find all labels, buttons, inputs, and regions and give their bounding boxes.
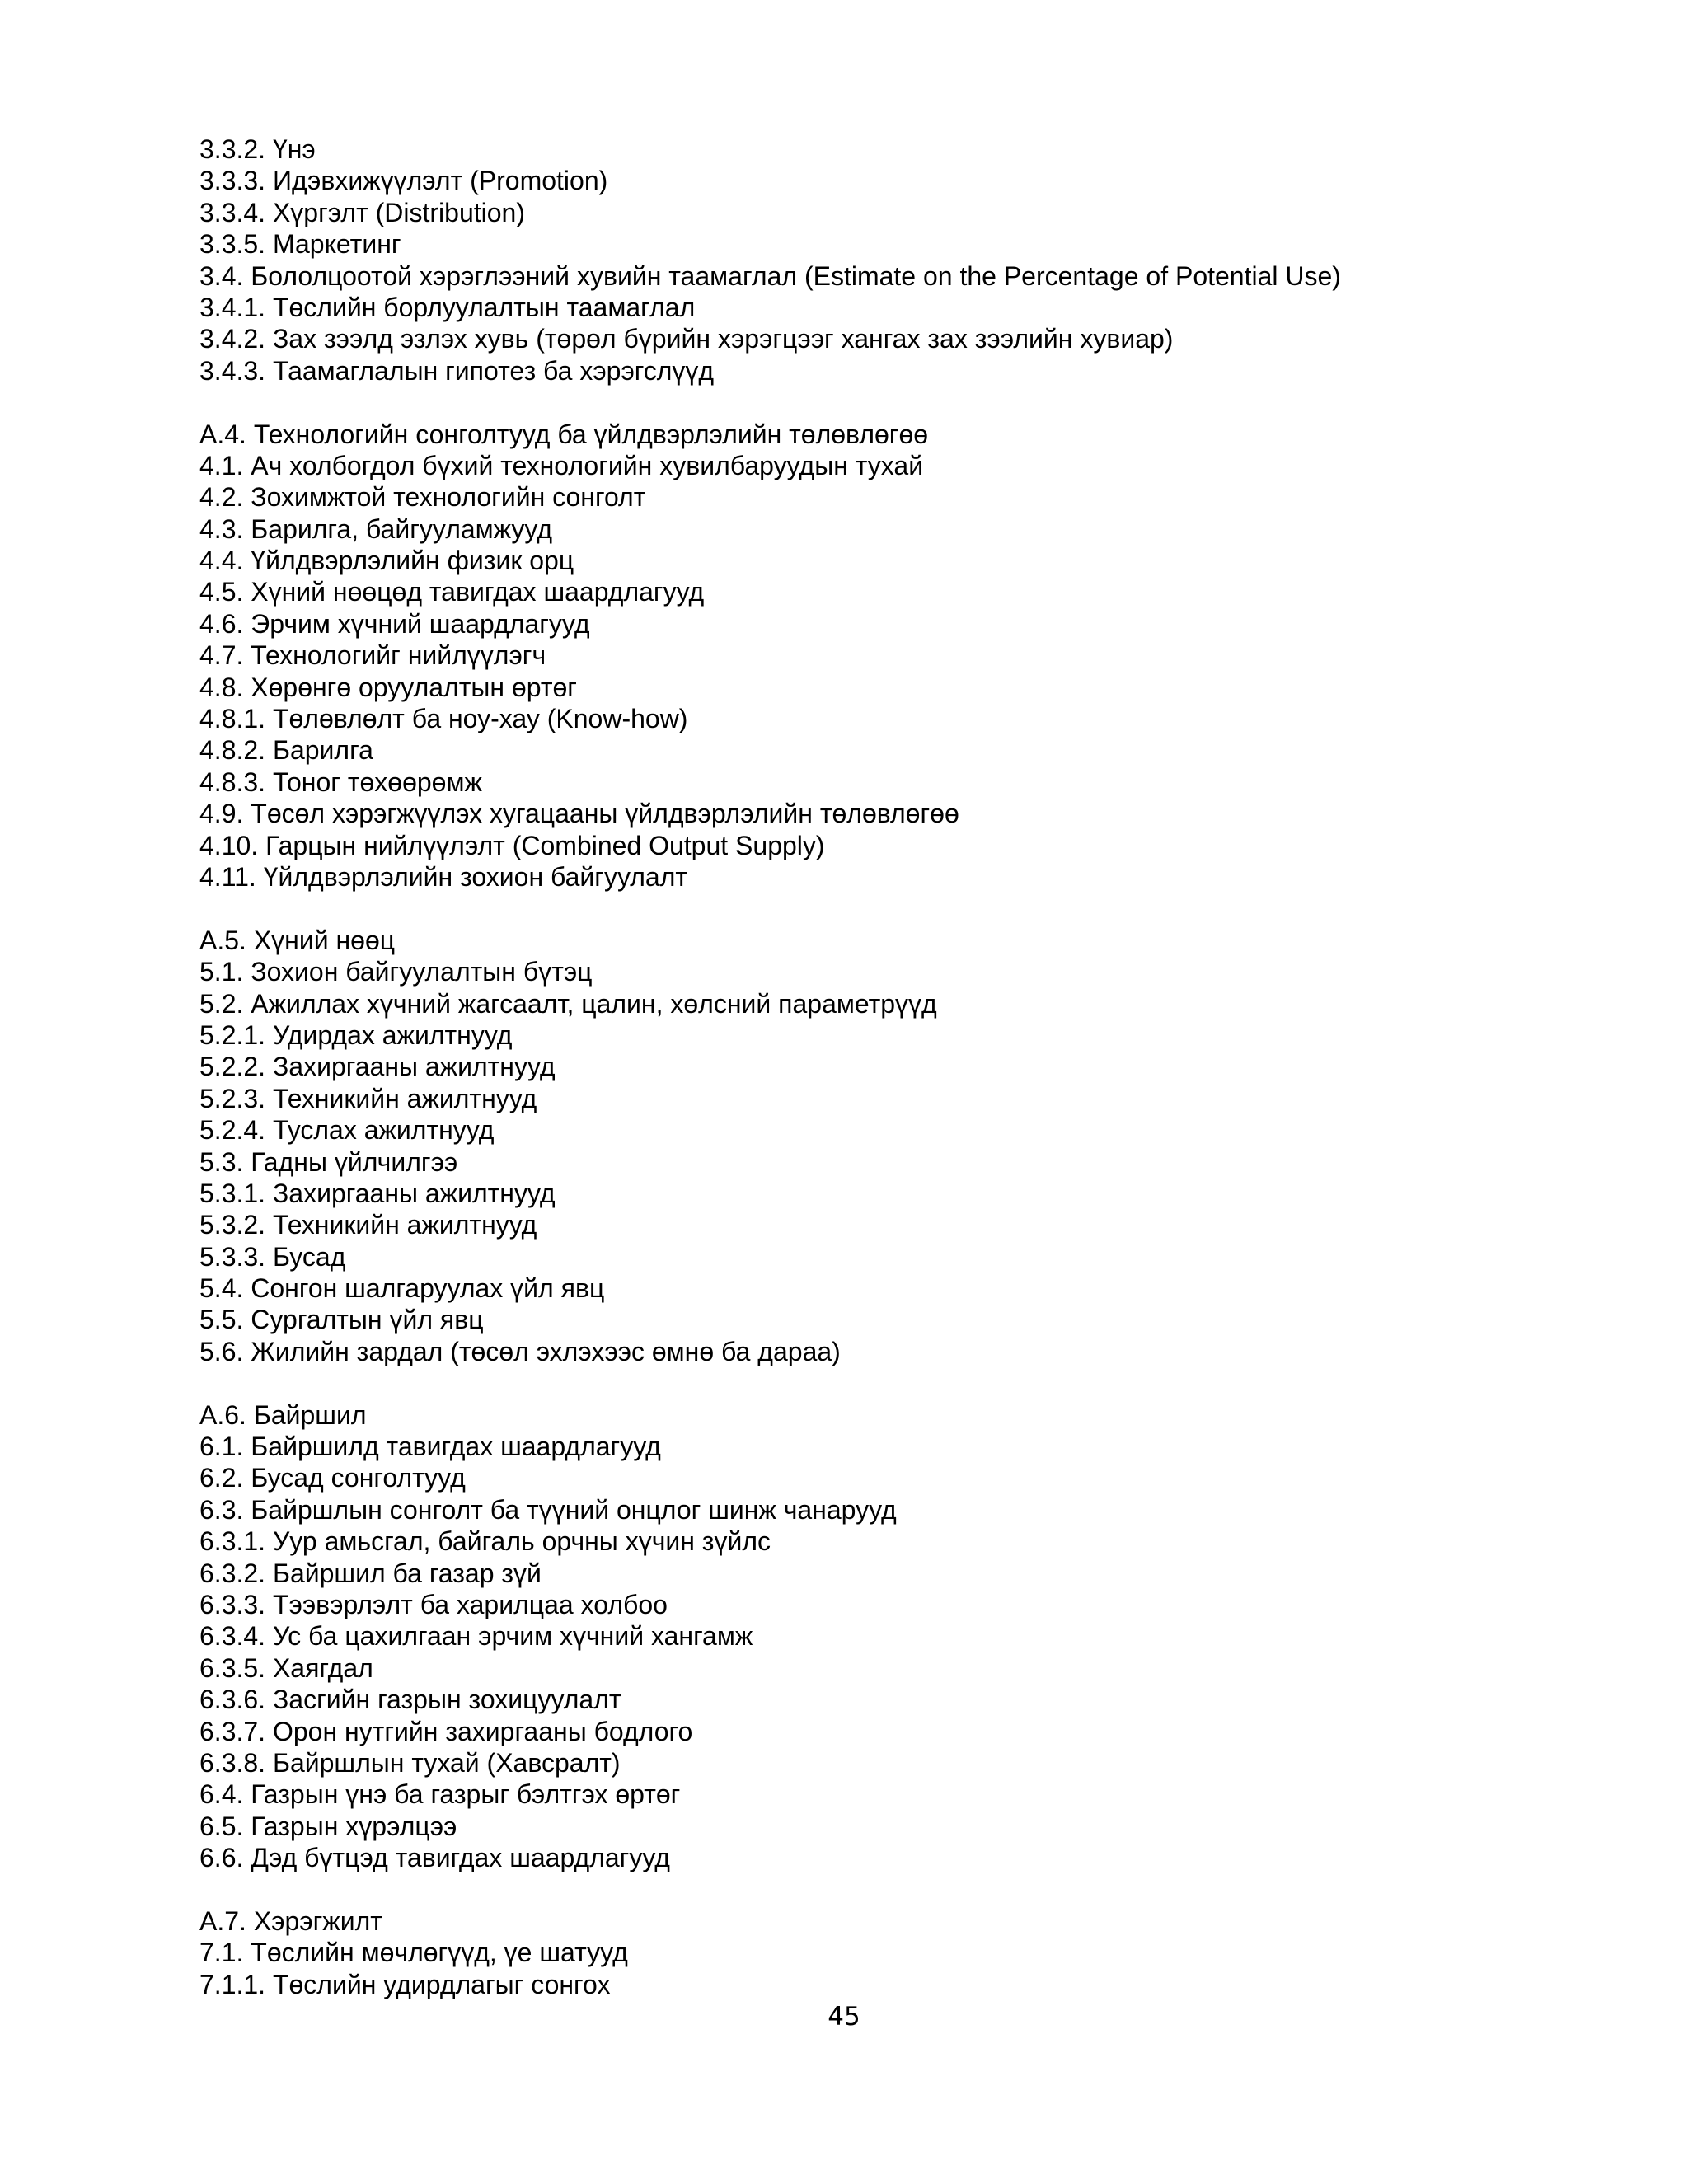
toc-entry: 6.1. Байршилд тавигдах шаардлагууд bbox=[199, 1432, 661, 1462]
toc-entry: 6.3.6. Засгийн газрын зохицуулалт bbox=[199, 1685, 621, 1715]
toc-entry: 6.3.8. Байршлын тухай (Хавсралт) bbox=[199, 1747, 621, 1778]
toc-entry: 3.3.2. Үнэ bbox=[199, 134, 316, 164]
toc-entry: 7.1. Төслийн мөчлөгүүд, үе шатууд bbox=[199, 1938, 628, 1968]
section-gap bbox=[199, 1873, 1617, 1905]
toc-entry: 6.3.1. Уур амьсгал, байгаль орчны хүчин зүйлс bbox=[199, 1526, 771, 1557]
toc-entry: 6.3.5. Хаягдал bbox=[199, 1652, 373, 1683]
toc-entry: 5.1. Зохион байгуулалтын бүтэц bbox=[199, 957, 593, 987]
toc-entry: 4.3. Барилга, байгууламжууд bbox=[199, 513, 553, 544]
toc-entry: 5.3.1. Захиргааны ажилтнууд bbox=[199, 1178, 556, 1208]
toc-entry: 6.5. Газрын хүрэлцээ bbox=[199, 1811, 457, 1841]
toc-entry: 4.4. Үйлдвэрлэлийн физик орц bbox=[199, 546, 574, 576]
toc-entry: 5.6. Жилийн зардал (төсөл эхлэхээс өмнө ба дараа) bbox=[199, 1336, 841, 1366]
toc-entry: 4.8.2. Барилга bbox=[199, 735, 373, 766]
toc-entry: 5.3.3. Бусад bbox=[199, 1241, 346, 1272]
toc-entry: 6.3.3. Тээвэрлэлт ба харилцаа холбоо bbox=[199, 1589, 668, 1619]
toc-entry: 4.5. Хүний нөөцөд тавигдах шаардлагууд bbox=[199, 577, 705, 607]
toc-entry: 4.8. Хөрөнгө оруулалтын өртөг bbox=[199, 672, 577, 702]
toc-entry: 6.6. Дэд бүтцэд тавигдах шаардлагууд bbox=[199, 1843, 670, 1873]
toc-entry: 3.4.1. Төслийн борлуулалтын таамаглал bbox=[199, 292, 696, 322]
toc-entry: 5.2.2. Захиргааны ажилтнууд bbox=[199, 1052, 556, 1082]
toc-entry: 5.2. Ажиллах хүчний жагсаалт, цалин, хөлсний параметрүүд bbox=[199, 988, 937, 1019]
toc-entry: 4.7. Технологийг нийлүүлэгч bbox=[199, 640, 546, 671]
toc-entry: 3.4.3. Таамаглалын гипотез ба хэрэгслүүд bbox=[199, 355, 715, 386]
toc-entry: 3.4.2. Зах зээлд эзлэх хувь (төрөл бүрийн хэрэгцээг хангах зах зээлийн хувиар) bbox=[199, 324, 1174, 354]
toc-entry: 7.1.1. Төслийн удирдлагыг сонгох bbox=[199, 1969, 611, 1999]
toc-entry: 4.6. Эрчим хүчний шаардлагууд bbox=[199, 608, 590, 639]
toc-entry: 6.3.2. Байршил ба газар зүй bbox=[199, 1558, 542, 1588]
section-heading: А.7. Хэрэгжилт bbox=[199, 1905, 382, 1936]
toc-entry: 4.8.3. Тоног төхөөрөмж bbox=[199, 766, 482, 797]
toc-entry: 3.4. Бололцоотой хэрэглээний хувийн таамаглал (Estimate on the Percentage of Potential Use) bbox=[199, 260, 1341, 291]
toc-entry: 6.3. Байршлын сонголт ба түүний онцлог шинж чанарууд bbox=[199, 1494, 897, 1525]
section-heading: А.5. Хүний нөөц bbox=[199, 925, 396, 955]
toc-entry: 5.3.2. Техникийн ажилтнууд bbox=[199, 1210, 537, 1240]
toc-entry: 5.2.3. Техникийн ажилтнууд bbox=[199, 1083, 537, 1113]
section-heading: А.4. Технологийн сонголтууд ба үйлдвэрлэлийн төлөвлөгөө bbox=[199, 419, 929, 449]
toc-entry: 5.5. Сургалтын үйл явц bbox=[199, 1305, 484, 1335]
section-gap bbox=[199, 387, 1617, 418]
toc-entry: 4.8.1. Төлөвлөлт ба ноу-хау (Know-how) bbox=[199, 704, 688, 734]
toc-entry: 6.3.4. Ус ба цахилгаан эрчим хүчний хангамж bbox=[199, 1621, 753, 1652]
section-gap bbox=[199, 893, 1617, 924]
section-gap bbox=[199, 1367, 1617, 1399]
toc-entry: 5.2.4. Туслах ажилтнууд bbox=[199, 1115, 495, 1146]
toc-entry: 6.3.7. Орон нутгийн захиргааны бодлого bbox=[199, 1716, 693, 1746]
toc-entry: 4.11. Үйлдвэрлэлийн зохион байгуулалт bbox=[199, 861, 688, 892]
toc-entry: 3.3.3. Идэвхижүүлэлт (Promotion) bbox=[199, 166, 608, 196]
toc-entry: 3.3.4. Хүргэлт (Distribution) bbox=[199, 197, 525, 227]
toc-entry: 4.9. Төсөл хэрэгжүүлэх хугацааны үйлдвэрлэлийн төлөвлөгөө bbox=[199, 799, 959, 829]
section-heading: А.6. Байршил bbox=[199, 1399, 367, 1430]
table-of-contents bbox=[199, 134, 1617, 2000]
toc-entry: 5.3. Гадны үйлчилгээ bbox=[199, 1146, 458, 1177]
toc-entry: 6.4. Газрын үнэ ба газрыг бэлтгэх өртөг bbox=[199, 1779, 681, 1810]
toc-entry: 4.10. Гарцын нийлүүлэлт (Combined Output Supply) bbox=[199, 830, 825, 860]
toc-entry: 6.2. Бусад сонголтууд bbox=[199, 1463, 466, 1493]
toc-entry: 3.3.5. Маркетинг bbox=[199, 229, 401, 260]
page-number: 45 bbox=[828, 2002, 860, 2032]
toc-entry: 4.2. Зохимжтой технологийн сонголт bbox=[199, 482, 646, 513]
toc-entry: 4.1. Ач холбогдол бүхий технологийн хувилбаруудын тухай bbox=[199, 450, 924, 480]
toc-entry: 5.2.1. Удирдах ажилтнууд bbox=[199, 1019, 513, 1050]
toc-entry: 5.4. Сонгон шалгаруулах үйл явц bbox=[199, 1273, 605, 1304]
